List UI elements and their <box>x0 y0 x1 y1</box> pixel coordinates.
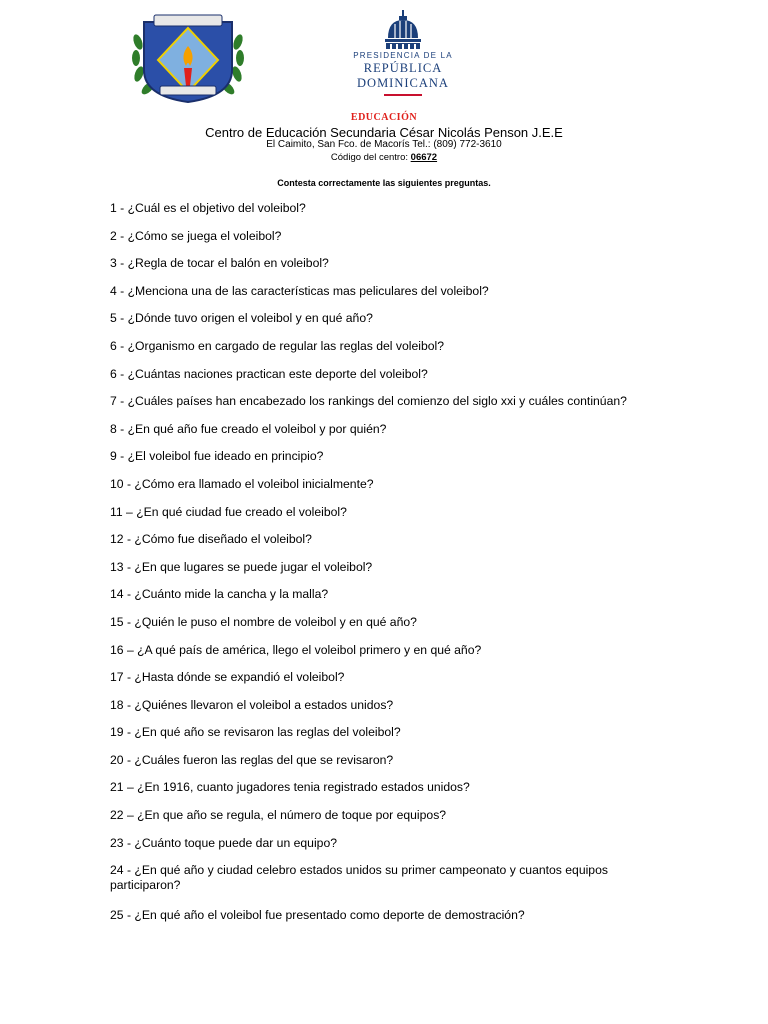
dome-icon <box>385 10 421 50</box>
question-item: 5 - ¿Dónde tuvo origen el voleibol y en qué año? <box>110 311 373 326</box>
question-item: 12 - ¿Cómo fue diseñado el voleibol? <box>110 532 312 547</box>
question-item: 7 - ¿Cuáles países han encabezado los rankings del comienzo del siglo xxi y cuáles continúan? <box>110 394 627 409</box>
school-logo <box>130 12 246 104</box>
presidency-subtitle: PRESIDENCIA DE LA <box>353 51 453 60</box>
instructions: Contesta correctamente las siguientes preguntas. <box>277 178 491 188</box>
question-item: 20 - ¿Cuáles fueron las reglas del que se revisaron? <box>110 752 394 767</box>
question-item: 24 - ¿En qué año y ciudad celebro estados unidos su primer campeonato y cuantos equipos participaron? <box>110 863 608 893</box>
school-code <box>0 152 768 163</box>
question-item: 4 - ¿Menciona una de las características mas peliculares del voleibol? <box>110 283 489 298</box>
school-address: El Caimito, San Fco. de Macorís Tel.: (809) 772-3610 <box>266 139 502 150</box>
school-code-value: 06672 <box>410 152 438 163</box>
question-item: 2 - ¿Cómo se juega el voleibol? <box>110 228 282 243</box>
question-item: 13 - ¿En que lugares se puede jugar el voleibol? <box>110 559 373 574</box>
question-item: 23 - ¿Cuánto toque puede dar un equipo? <box>110 835 337 850</box>
question-item: 15 - ¿Quién le puso el nombre de voleibol y en qué año? <box>110 614 417 629</box>
school-code-label: Código del centro: <box>330 152 411 163</box>
question-item: 19 - ¿En qué año se revisaron las reglas del voleibol? <box>110 725 401 740</box>
question-item: 14 - ¿Cuánto mide la cancha y la malla? <box>110 587 329 602</box>
question-item: 25 - ¿En qué año el voleibol fue presentado como deporte de demostración? <box>110 908 525 923</box>
school-crest-icon <box>130 12 246 104</box>
question-item: 18 - ¿Quiénes llevaron el voleibol a estados unidos? <box>110 697 394 712</box>
question-item: 17 - ¿Hasta dónde se expandió el voleibol? <box>110 670 345 685</box>
question-item: 21 – ¿En 1916, cuanto jugadores tenia registrado estados unidos? <box>110 780 470 795</box>
section-title: EDUCACIÓN <box>350 112 418 123</box>
question-item: 8 - ¿En qué año fue creado el voleibol y por quién? <box>110 421 387 436</box>
presidency-title: REPÚBLICA DOMINICANA <box>357 61 449 90</box>
presidency-logo <box>318 10 488 88</box>
presidency-divider <box>384 94 422 96</box>
question-item: 11 – ¿En qué ciudad fue creado el voleibol? <box>110 504 347 519</box>
question-item: 22 – ¿En que año se regula, el número de toque por equipos? <box>110 808 447 823</box>
question-item: 9 - ¿El voleibol fue ideado en principio? <box>110 449 324 464</box>
question-list <box>110 201 670 936</box>
question-item: 16 – ¿A qué país de américa, llego el voleibol primero y en qué año? <box>110 642 482 657</box>
question-item: 6 - ¿Cuántas naciones practican este deporte del voleibol? <box>110 366 428 381</box>
question-item: 10 - ¿Cómo era llamado el voleibol inicialmente? <box>110 476 374 491</box>
question-item: 1 - ¿Cuál es el objetivo del voleibol? <box>110 201 306 215</box>
school-name: Centro de Educación Secundaria César Nicolás Penson J.E.E <box>205 125 563 140</box>
question-item: 6 - ¿Organismo en cargado de regular las reglas del voleibol? <box>110 338 444 353</box>
question-item: 3 - ¿Regla de tocar el balón en voleibol? <box>110 256 329 271</box>
